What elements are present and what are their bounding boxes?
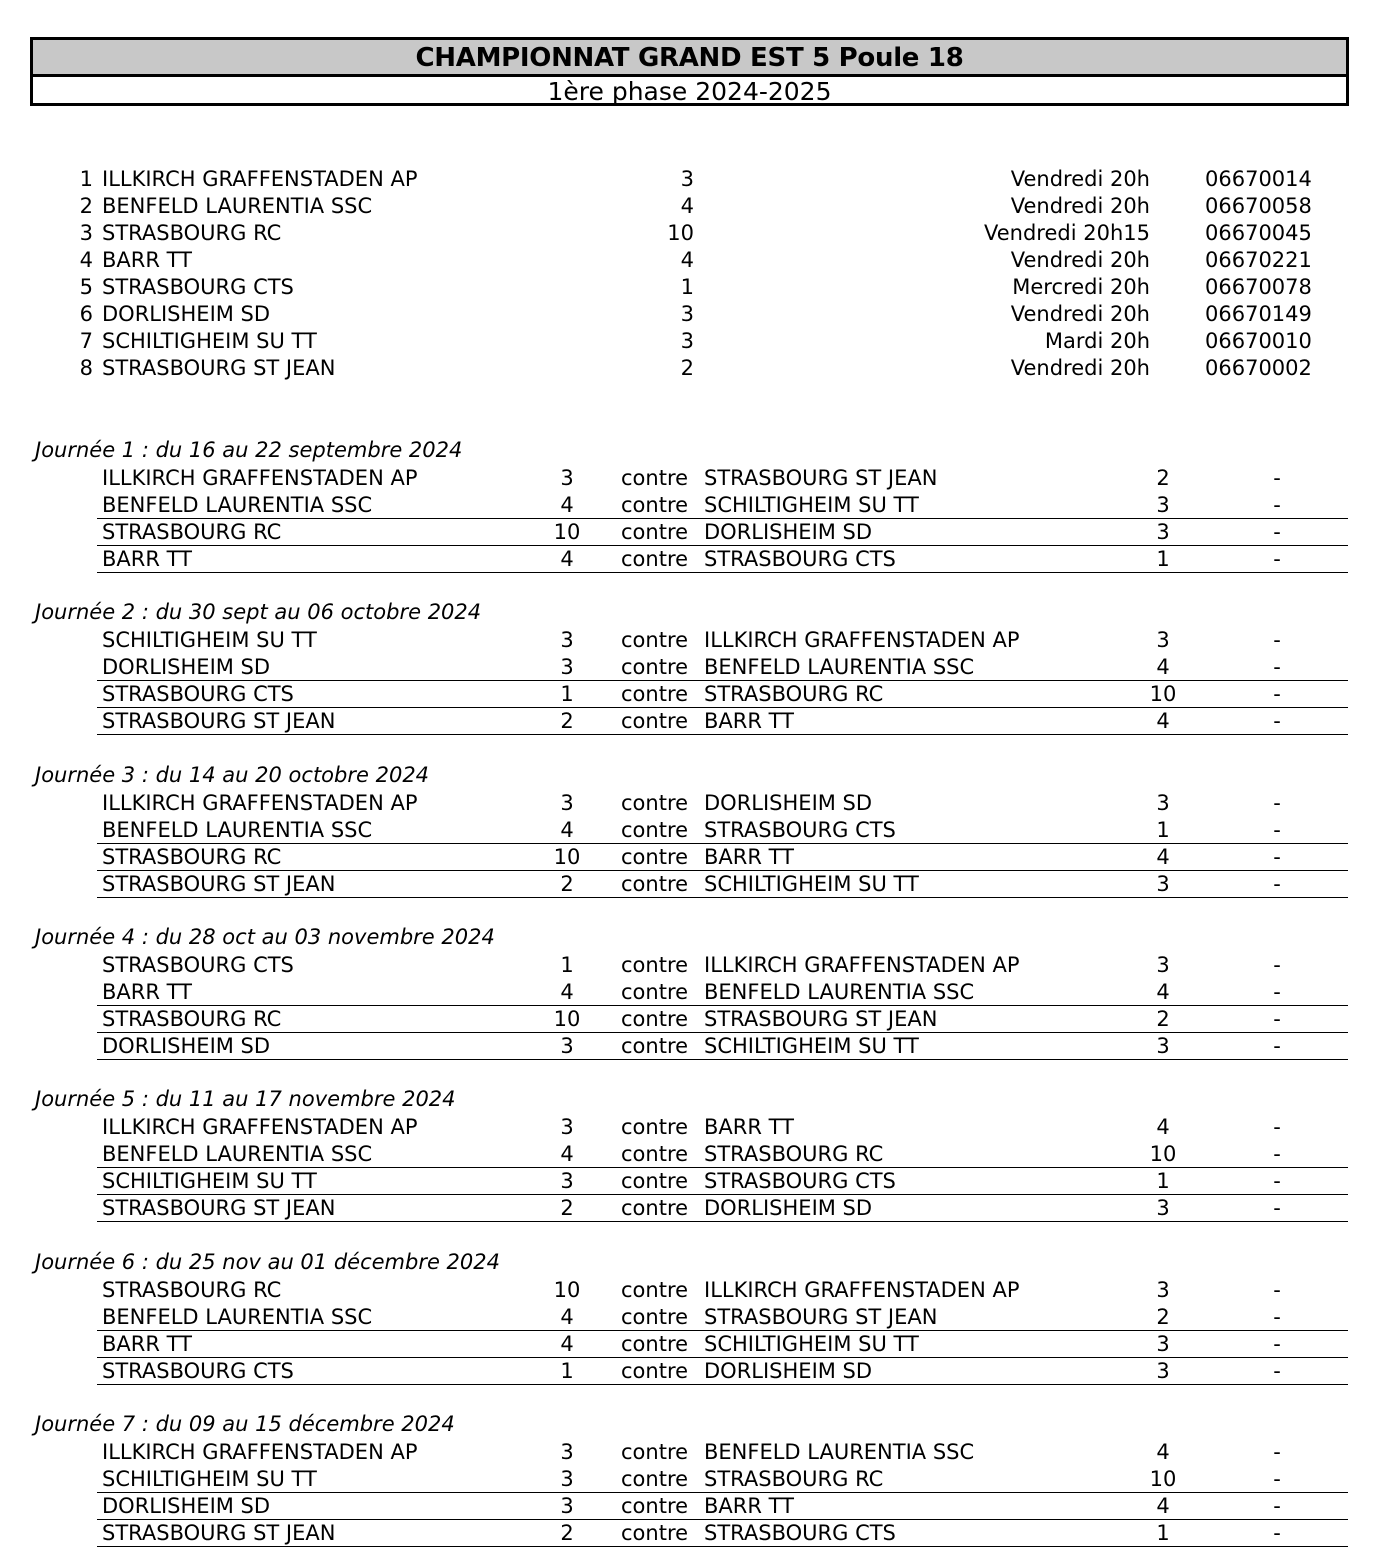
match-home-number: 2 [560, 1196, 574, 1220]
match-score: - [1273, 1359, 1281, 1383]
team-count: 2 [680, 356, 694, 380]
match-row [97, 1358, 1348, 1385]
team-row [0, 355, 1398, 382]
team-name: STRASBOURG ST JEAN [102, 356, 336, 380]
match-away-team: STRASBOURG CTS [704, 1169, 896, 1193]
match-away-number: 1 [1156, 818, 1170, 842]
match-away-team: BENFELD LAURENTIA SSC [704, 655, 975, 679]
match-away-team: STRASBOURG RC [704, 682, 884, 706]
team-row [0, 220, 1398, 247]
team-count: 3 [680, 329, 694, 353]
match-versus: contre [621, 1359, 689, 1383]
team-row [0, 193, 1398, 220]
match-score: - [1273, 1278, 1281, 1302]
match-home-number: 2 [560, 872, 574, 896]
match-home-team: STRASBOURG RC [102, 845, 282, 869]
match-away-team: STRASBOURG CTS [704, 818, 896, 842]
match-row [97, 708, 1348, 735]
match-score: - [1273, 682, 1281, 706]
match-score: - [1273, 709, 1281, 733]
match-row [97, 817, 1348, 844]
match-versus: contre [621, 1494, 689, 1518]
team-code: 06670010 [1205, 329, 1312, 353]
match-home-number: 2 [560, 709, 574, 733]
team-number: 5 [79, 275, 93, 299]
match-home-number: 3 [560, 791, 574, 815]
match-away-team: STRASBOURG RC [704, 1142, 884, 1166]
match-home-team: DORLISHEIM SD [102, 655, 271, 679]
match-home-number: 3 [560, 466, 574, 490]
match-away-number: 1 [1156, 1169, 1170, 1193]
match-home-team: SCHILTIGHEIM SU TT [102, 628, 317, 652]
match-away-team: BARR TT [704, 845, 794, 869]
match-away-number: 4 [1156, 1115, 1170, 1139]
team-code: 06670014 [1205, 167, 1312, 191]
match-home-number: 3 [560, 1440, 574, 1464]
team-number: 3 [79, 221, 93, 245]
match-row [97, 1195, 1348, 1222]
match-versus: contre [621, 1278, 689, 1302]
team-list [0, 166, 1398, 382]
match-away-team: STRASBOURG ST JEAN [704, 466, 938, 490]
match-away-team: STRASBOURG ST JEAN [704, 1007, 938, 1031]
match-away-team: STRASBOURG CTS [704, 547, 896, 571]
match-home-team: SCHILTIGHEIM SU TT [102, 1169, 317, 1193]
match-versus: contre [621, 1034, 689, 1058]
match-versus: contre [621, 655, 689, 679]
match-row [97, 844, 1348, 871]
match-row [97, 546, 1348, 573]
team-name: BARR TT [102, 248, 192, 272]
match-away-number: 4 [1156, 980, 1170, 1004]
team-row [0, 247, 1398, 274]
match-score: - [1273, 818, 1281, 842]
match-home-number: 4 [560, 1142, 574, 1166]
match-versus: contre [621, 1332, 689, 1356]
match-away-team: BENFELD LAURENTIA SSC [704, 980, 975, 1004]
team-day: Vendredi 20h [1010, 356, 1150, 380]
match-away-team: BENFELD LAURENTIA SSC [704, 1440, 975, 1464]
match-home-number: 4 [560, 818, 574, 842]
match-away-team: BARR TT [704, 709, 794, 733]
match-home-number: 3 [560, 1034, 574, 1058]
match-home-team: STRASBOURG RC [102, 1278, 282, 1302]
match-score: - [1273, 1440, 1281, 1464]
match-versus: contre [621, 628, 689, 652]
match-score: - [1273, 1169, 1281, 1193]
team-count: 3 [680, 302, 694, 326]
match-score: - [1273, 1196, 1281, 1220]
match-away-number: 3 [1156, 791, 1170, 815]
match-home-number: 4 [560, 1305, 574, 1329]
match-score: - [1273, 493, 1281, 517]
team-day: Vendredi 20h [1010, 167, 1150, 191]
team-day: Mardi 20h [1044, 329, 1150, 353]
match-home-team: ILLKIRCH GRAFFENSTADEN AP [102, 466, 418, 490]
match-row [97, 1141, 1348, 1168]
match-score: - [1273, 1115, 1281, 1139]
match-versus: contre [621, 1196, 689, 1220]
match-home-number: 1 [560, 682, 574, 706]
match-row [97, 681, 1348, 708]
match-away-number: 1 [1156, 547, 1170, 571]
page-title: CHAMPIONNAT GRAND EST 5 Poule 18 [33, 40, 1346, 77]
match-score: - [1273, 655, 1281, 679]
match-score: - [1273, 547, 1281, 571]
match-home-team: STRASBOURG RC [102, 520, 282, 544]
team-count: 1 [680, 275, 694, 299]
match-away-team: SCHILTIGHEIM SU TT [704, 493, 919, 517]
match-row [97, 519, 1348, 546]
match-home-team: SCHILTIGHEIM SU TT [102, 1467, 317, 1491]
match-score: - [1273, 520, 1281, 544]
match-score: - [1273, 466, 1281, 490]
match-row [97, 1304, 1348, 1331]
team-number: 2 [79, 194, 93, 218]
match-versus: contre [621, 520, 689, 544]
match-away-number: 10 [1149, 682, 1177, 706]
match-away-team: ILLKIRCH GRAFFENSTADEN AP [704, 953, 1020, 977]
match-versus: contre [621, 791, 689, 815]
match-versus: contre [621, 818, 689, 842]
match-score: - [1273, 845, 1281, 869]
match-versus: contre [621, 953, 689, 977]
match-home-team: BENFELD LAURENTIA SSC [102, 818, 373, 842]
team-code: 06670149 [1205, 302, 1312, 326]
match-away-number: 1 [1156, 1521, 1170, 1545]
match-home-team: BENFELD LAURENTIA SSC [102, 493, 373, 517]
team-name: SCHILTIGHEIM SU TT [102, 329, 317, 353]
match-versus: contre [621, 845, 689, 869]
match-row [97, 627, 1348, 654]
team-count: 10 [667, 221, 694, 245]
match-home-team: BENFELD LAURENTIA SSC [102, 1305, 373, 1329]
match-away-number: 2 [1156, 466, 1170, 490]
match-home-number: 3 [560, 1115, 574, 1139]
match-score: - [1273, 1007, 1281, 1031]
match-away-team: STRASBOURG ST JEAN [704, 1305, 938, 1329]
match-away-team: BARR TT [704, 1115, 794, 1139]
match-score: - [1273, 628, 1281, 652]
match-away-team: STRASBOURG CTS [704, 1521, 896, 1545]
match-score: - [1273, 1034, 1281, 1058]
team-number: 7 [79, 329, 93, 353]
match-score: - [1273, 1305, 1281, 1329]
page-subtitle: 1ère phase 2024-2025 [547, 77, 832, 106]
match-away-number: 3 [1156, 1359, 1170, 1383]
match-row [97, 492, 1348, 519]
match-home-number: 4 [560, 547, 574, 571]
match-home-team: STRASBOURG ST JEAN [102, 1521, 336, 1545]
match-home-number: 3 [560, 1494, 574, 1518]
match-score: - [1273, 1467, 1281, 1491]
match-home-team: BENFELD LAURENTIA SSC [102, 1142, 373, 1166]
match-away-number: 3 [1156, 953, 1170, 977]
team-name: STRASBOURG RC [102, 221, 282, 245]
match-row [97, 1168, 1348, 1195]
match-away-number: 2 [1156, 1305, 1170, 1329]
match-versus: contre [621, 872, 689, 896]
match-score: - [1273, 1142, 1281, 1166]
match-home-team: BARR TT [102, 547, 192, 571]
match-home-team: STRASBOURG CTS [102, 682, 294, 706]
match-away-number: 3 [1156, 1196, 1170, 1220]
match-home-number: 10 [553, 520, 581, 544]
match-away-number: 3 [1156, 872, 1170, 896]
match-versus: contre [621, 1142, 689, 1166]
match-versus: contre [621, 1115, 689, 1139]
match-row [97, 1006, 1348, 1033]
match-away-team: ILLKIRCH GRAFFENSTADEN AP [704, 628, 1020, 652]
match-row [97, 1439, 1348, 1466]
match-home-team: ILLKIRCH GRAFFENSTADEN AP [102, 791, 418, 815]
match-home-team: ILLKIRCH GRAFFENSTADEN AP [102, 1115, 418, 1139]
match-away-team: DORLISHEIM SD [704, 791, 873, 815]
team-code: 06670221 [1205, 248, 1312, 272]
match-row [97, 1033, 1348, 1060]
match-away-number: 4 [1156, 709, 1170, 733]
match-home-team: BARR TT [102, 980, 192, 1004]
match-row [97, 654, 1348, 681]
match-home-number: 10 [553, 1278, 581, 1302]
match-versus: contre [621, 547, 689, 571]
match-away-team: BARR TT [704, 1494, 794, 1518]
match-versus: contre [621, 980, 689, 1004]
match-versus: contre [621, 1007, 689, 1031]
team-number: 4 [79, 248, 93, 272]
match-home-number: 3 [560, 655, 574, 679]
match-away-number: 4 [1156, 1440, 1170, 1464]
team-day: Vendredi 20h [1010, 302, 1150, 326]
match-away-team: ILLKIRCH GRAFFENSTADEN AP [704, 1278, 1020, 1302]
match-versus: contre [621, 709, 689, 733]
match-versus: contre [621, 1440, 689, 1464]
match-home-number: 3 [560, 628, 574, 652]
team-day: Vendredi 20h15 [984, 221, 1150, 245]
match-score: - [1273, 1494, 1281, 1518]
match-home-number: 3 [560, 1169, 574, 1193]
team-name: DORLISHEIM SD [102, 302, 271, 326]
match-home-number: 1 [560, 1359, 574, 1383]
match-home-team: STRASBOURG RC [102, 1007, 282, 1031]
match-home-number: 4 [560, 1332, 574, 1356]
team-code: 06670045 [1205, 221, 1312, 245]
journee-title: Journée 3 : du 14 au 20 octobre 2024 [35, 763, 430, 787]
match-row [97, 1277, 1348, 1304]
match-row [97, 1114, 1348, 1141]
match-home-number: 3 [560, 1467, 574, 1491]
team-row [0, 328, 1398, 355]
match-row [97, 871, 1348, 898]
team-row [0, 274, 1398, 301]
header-box [30, 37, 1349, 106]
match-away-team: STRASBOURG RC [704, 1467, 884, 1491]
team-number: 8 [79, 356, 93, 380]
journee-title: Journée 6 : du 25 nov au 01 décembre 2024 [35, 1250, 500, 1274]
journee-title: Journée 5 : du 11 au 17 novembre 2024 [35, 1087, 456, 1111]
match-away-team: SCHILTIGHEIM SU TT [704, 872, 919, 896]
journee-title: Journée 1 : du 16 au 22 septembre 2024 [35, 438, 463, 462]
match-away-number: 3 [1156, 520, 1170, 544]
match-row [97, 790, 1348, 817]
match-home-number: 2 [560, 1521, 574, 1545]
match-row [97, 979, 1348, 1006]
journee-title: Journée 2 : du 30 sept au 06 octobre 2024 [35, 600, 482, 624]
match-home-team: BARR TT [102, 1332, 192, 1356]
match-away-team: DORLISHEIM SD [704, 520, 873, 544]
match-versus: contre [621, 1169, 689, 1193]
match-score: - [1273, 872, 1281, 896]
match-versus: contre [621, 466, 689, 490]
match-home-number: 4 [560, 493, 574, 517]
journee-title: Journée 7 : du 09 au 15 décembre 2024 [35, 1412, 455, 1436]
match-away-team: DORLISHEIM SD [704, 1196, 873, 1220]
match-away-number: 4 [1156, 1494, 1170, 1518]
match-versus: contre [621, 682, 689, 706]
match-row [97, 952, 1348, 979]
team-row [0, 166, 1398, 193]
team-row [0, 301, 1398, 328]
match-home-team: STRASBOURG CTS [102, 953, 294, 977]
match-versus: contre [621, 1467, 689, 1491]
team-day: Vendredi 20h [1010, 194, 1150, 218]
match-row [97, 1493, 1348, 1520]
match-away-number: 2 [1156, 1007, 1170, 1031]
team-name: ILLKIRCH GRAFFENSTADEN AP [102, 167, 418, 191]
match-away-number: 3 [1156, 1332, 1170, 1356]
team-number: 1 [79, 167, 93, 191]
match-home-team: ILLKIRCH GRAFFENSTADEN AP [102, 1440, 418, 1464]
match-away-team: SCHILTIGHEIM SU TT [704, 1034, 919, 1058]
match-home-number: 10 [553, 1007, 581, 1031]
match-score: - [1273, 1521, 1281, 1545]
match-away-number: 3 [1156, 1034, 1170, 1058]
match-home-number: 1 [560, 953, 574, 977]
match-away-number: 10 [1149, 1467, 1177, 1491]
match-score: - [1273, 980, 1281, 1004]
match-home-number: 10 [553, 845, 581, 869]
match-home-team: STRASBOURG ST JEAN [102, 872, 336, 896]
match-row [97, 1466, 1348, 1493]
team-count: 3 [680, 167, 694, 191]
match-row [97, 465, 1348, 492]
match-home-team: STRASBOURG ST JEAN [102, 709, 336, 733]
match-row [97, 1331, 1348, 1358]
team-count: 4 [680, 194, 694, 218]
team-day: Vendredi 20h [1010, 248, 1150, 272]
team-day: Mercredi 20h [1012, 275, 1150, 299]
match-away-team: DORLISHEIM SD [704, 1359, 873, 1383]
match-away-number: 3 [1156, 1278, 1170, 1302]
match-home-team: STRASBOURG ST JEAN [102, 1196, 336, 1220]
match-score: - [1273, 953, 1281, 977]
match-score: - [1273, 791, 1281, 815]
match-home-team: STRASBOURG CTS [102, 1359, 294, 1383]
match-away-team: SCHILTIGHEIM SU TT [704, 1332, 919, 1356]
match-away-number: 10 [1149, 1142, 1177, 1166]
match-away-number: 4 [1156, 655, 1170, 679]
team-code: 06670058 [1205, 194, 1312, 218]
match-score: - [1273, 1332, 1281, 1356]
match-away-number: 4 [1156, 845, 1170, 869]
match-versus: contre [621, 1305, 689, 1329]
team-code: 06670002 [1205, 356, 1312, 380]
match-away-number: 3 [1156, 493, 1170, 517]
team-name: STRASBOURG CTS [102, 275, 294, 299]
match-home-team: DORLISHEIM SD [102, 1034, 271, 1058]
match-versus: contre [621, 1521, 689, 1545]
match-versus: contre [621, 493, 689, 517]
match-row [97, 1520, 1348, 1547]
team-number: 6 [79, 302, 93, 326]
match-home-team: DORLISHEIM SD [102, 1494, 271, 1518]
team-count: 4 [680, 248, 694, 272]
team-name: BENFELD LAURENTIA SSC [102, 194, 373, 218]
match-home-number: 4 [560, 980, 574, 1004]
match-away-number: 3 [1156, 628, 1170, 652]
journee-title: Journée 4 : du 28 oct au 03 novembre 2024 [35, 925, 495, 949]
team-code: 06670078 [1205, 275, 1312, 299]
